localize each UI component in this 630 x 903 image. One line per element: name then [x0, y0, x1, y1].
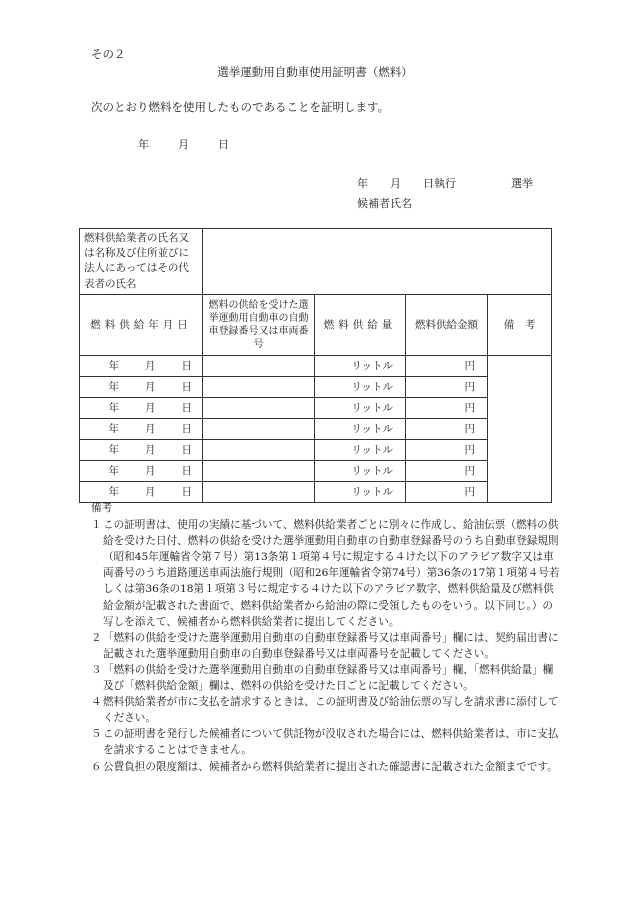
liter-unit: リットル — [351, 380, 393, 393]
table-row — [80, 418, 552, 439]
note-number: ２ — [91, 631, 102, 644]
fuel-amount-cell[interactable] — [315, 397, 406, 418]
issue-date-day: 日 — [218, 138, 229, 151]
fuel-price-cell[interactable] — [406, 376, 488, 397]
liter-unit: リットル — [351, 422, 393, 435]
note-text: 「燃料の供給を受けた選挙運動用自動車の自動車登録番号又は車両番号」欄、「燃料供給量」欄及び「燃料供給金額」欄は、燃料の供給を受けた日ごとに記載してください。 — [103, 663, 554, 693]
vehicle-number-cell[interactable] — [203, 460, 315, 481]
note-number: ４ — [91, 696, 102, 709]
fuel-amount-cell[interactable] — [315, 355, 406, 376]
note-item — [91, 630, 561, 662]
fuel-usage-table — [79, 228, 552, 503]
header-fuel-amount: 燃料供給量 — [315, 294, 406, 355]
date-day: 日 — [181, 464, 192, 477]
issue-date-month: 月 — [178, 138, 189, 151]
date-day: 日 — [181, 359, 192, 372]
header-remarks: 備 考 — [488, 294, 552, 355]
document-title: 選挙運動用自動車使用証明書（燃料） — [217, 65, 413, 79]
yen-unit: 円 — [464, 422, 475, 435]
candidate-name-label: 候補者氏名 — [357, 197, 412, 210]
date-month: 月 — [145, 380, 156, 393]
fuel-amount-cell[interactable] — [315, 439, 406, 460]
yen-unit: 円 — [464, 443, 475, 456]
header-vehicle-number: 燃料の供給を受けた選挙運動用自動車の自動車登録番号又は車両番号 — [203, 294, 315, 355]
date-month: 月 — [145, 401, 156, 414]
note-text: 公費負担の限度額は、候補者から燃料供給業者に提出された確認書に記載された金額までです。 — [103, 760, 558, 773]
supply-date-cell[interactable] — [80, 418, 203, 439]
table-row — [80, 376, 552, 397]
note-number: １ — [91, 519, 102, 532]
note-text: 燃料供給業者が市に支払を請求するときは、この証明書及び給油伝票の写しを請求書に添付してください。 — [103, 696, 559, 725]
date-year: 年 — [108, 422, 119, 435]
date-day: 日 — [181, 401, 192, 414]
header-supply-date: 燃料供給年月日 — [80, 294, 203, 355]
yen-unit: 円 — [464, 359, 475, 372]
header-fuel-price: 燃料供給金額 — [406, 294, 488, 355]
supply-date-cell[interactable] — [80, 397, 203, 418]
date-month: 月 — [145, 443, 156, 456]
liter-unit: リットル — [351, 443, 393, 456]
date-year: 年 — [108, 401, 119, 414]
liter-unit: リットル — [351, 485, 393, 498]
fuel-price-cell[interactable] — [406, 397, 488, 418]
notes-section — [91, 500, 561, 775]
fuel-amount-cell[interactable] — [315, 460, 406, 481]
liter-unit: リットル — [351, 401, 393, 414]
table-row — [80, 355, 552, 376]
date-year: 年 — [108, 359, 119, 372]
table-row — [80, 439, 552, 460]
date-day: 日 — [181, 380, 192, 393]
note-text: この証明書を発行した候補者について供託物が没収された場合には、燃料供給業者は、市に支払を請求することはできません。 — [103, 728, 559, 757]
issue-date — [138, 138, 229, 151]
note-item — [91, 726, 561, 758]
issue-date-year: 年 — [138, 138, 149, 151]
vehicle-number-cell[interactable] — [203, 439, 315, 460]
election-date-line: 年 月 日執行 選挙 — [357, 177, 533, 190]
fuel-price-cell[interactable] — [406, 355, 488, 376]
vehicle-number-cell[interactable] — [203, 355, 315, 376]
note-number: ３ — [91, 663, 102, 676]
vehicle-number-cell[interactable] — [203, 376, 315, 397]
fuel-price-cell[interactable] — [406, 439, 488, 460]
vehicle-number-cell[interactable] — [203, 418, 315, 439]
note-number: ６ — [91, 760, 102, 773]
table-row — [80, 460, 552, 481]
yen-unit: 円 — [464, 401, 475, 414]
notes-heading: 備考 — [91, 502, 113, 514]
supply-date-cell[interactable] — [80, 460, 203, 481]
yen-unit: 円 — [464, 485, 475, 498]
certification-statement: 次のとおり燃料を使用したものであることを証明します。 — [91, 100, 390, 114]
fuel-amount-cell[interactable] — [315, 418, 406, 439]
fuel-amount-cell[interactable] — [315, 376, 406, 397]
date-month: 月 — [145, 422, 156, 435]
date-year: 年 — [108, 464, 119, 477]
vehicle-number-cell[interactable] — [203, 397, 315, 418]
date-day: 日 — [181, 485, 192, 498]
table-row — [80, 397, 552, 418]
supplier-name-label: 燃料供給業者の氏名又は名称及び住所並びに法人にあってはその代表者の氏名 — [80, 229, 203, 295]
date-month: 月 — [145, 359, 156, 372]
liter-unit: リットル — [351, 464, 393, 477]
fuel-price-cell[interactable] — [406, 418, 488, 439]
note-text: 「燃料の供給を受けた選挙運動用自動車の自動車登録番号又は車両番号」欄には、契約届出書に記載された選挙運動用自動車の自動車登録番号又は車両番号を記載してください。 — [103, 631, 559, 660]
supply-date-cell[interactable] — [80, 355, 203, 376]
date-year: 年 — [108, 380, 119, 393]
note-text: この証明書は、使用の実績に基づいて、燃料供給業者ごとに別々に作成し、給油伝票（燃料の供給を受けた日付、燃料の供給を受けた選挙運動用自動車の自動車登録番号のうち自動車登録規則（昭和45年運輸省令第７号）第13条第１項第４号に規定する４けた以下のアラビア数字又は車両番号のうち道路運送車両法施行規則（昭和26年運輸省令第74号）第36条の17第１項第４号若しくは第36条の18第１項第３号に規定する４けた以下のアラビア数字、燃料供給量及び燃料供給金額が記載された書面で、燃料供給業者から給油の際に受領したものをいう。以下同じ。）の写しを添えて、候補者から燃料供給業者に提出してください。 — [103, 519, 560, 628]
yen-unit: 円 — [464, 464, 475, 477]
date-month: 月 — [145, 464, 156, 477]
note-item — [91, 517, 561, 630]
note-item — [91, 662, 561, 694]
fuel-price-cell[interactable] — [406, 460, 488, 481]
note-item — [91, 694, 561, 726]
date-day: 日 — [181, 443, 192, 456]
date-year: 年 — [108, 485, 119, 498]
supply-date-cell[interactable] — [80, 439, 203, 460]
liter-unit: リットル — [351, 359, 393, 372]
date-year: 年 — [108, 443, 119, 456]
note-item — [91, 759, 561, 775]
remarks-cell[interactable] — [488, 355, 552, 502]
supply-date-cell[interactable] — [80, 376, 203, 397]
date-month: 月 — [145, 485, 156, 498]
note-number: ５ — [91, 728, 102, 741]
supplier-name-field[interactable] — [203, 229, 552, 295]
form-number: その２ — [91, 47, 126, 61]
date-day: 日 — [181, 422, 192, 435]
yen-unit: 円 — [464, 380, 475, 393]
